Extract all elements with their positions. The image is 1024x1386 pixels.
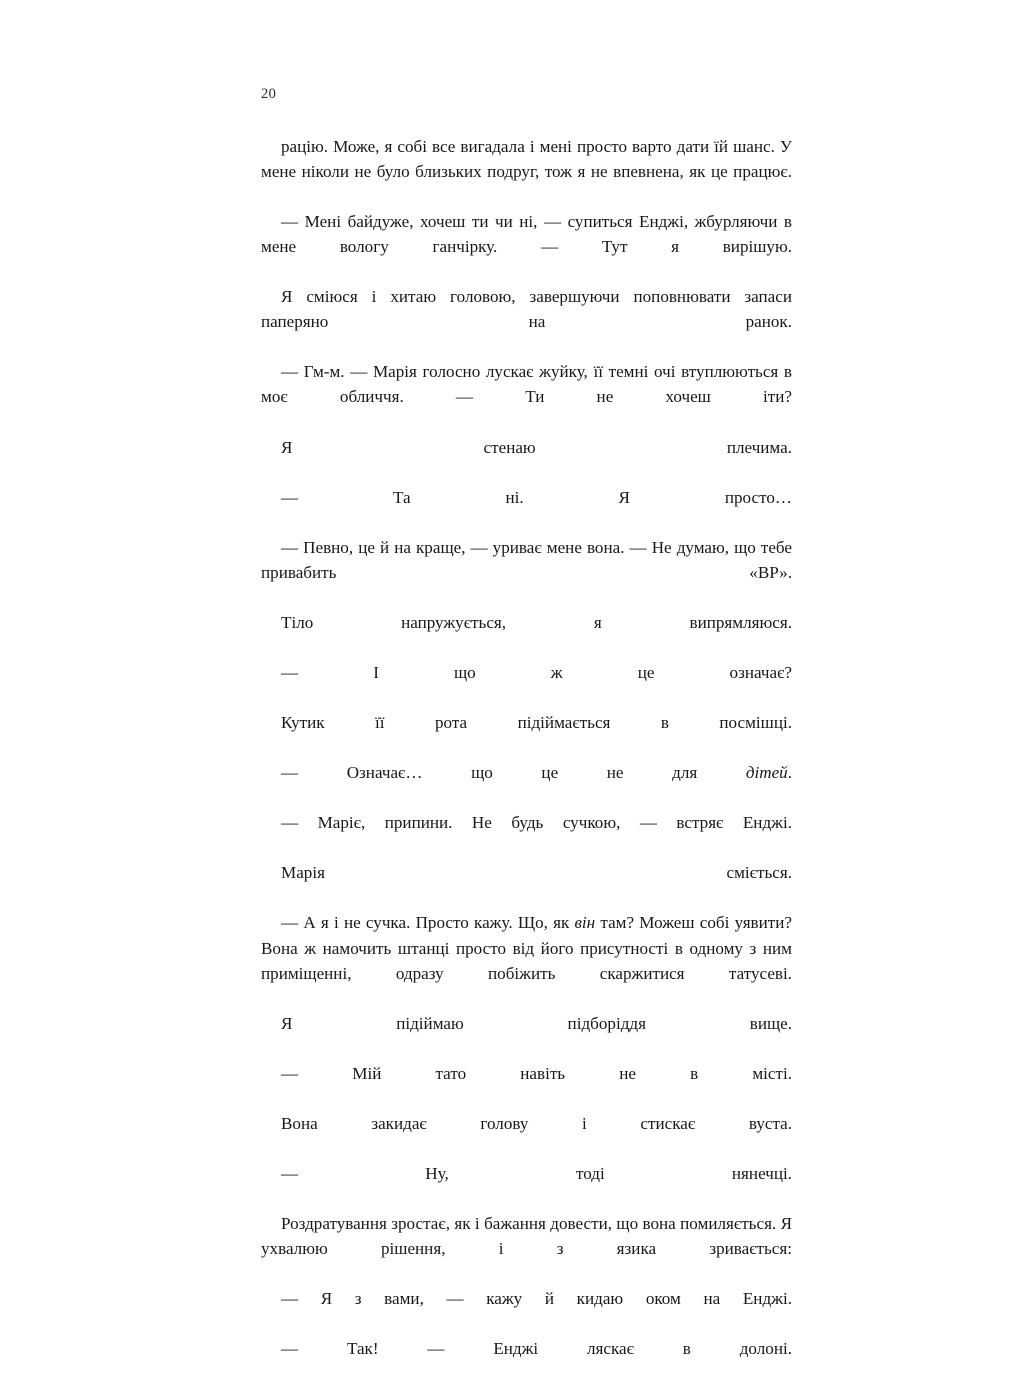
paragraph: Я сміюся і хитаю головою, завершуючи поповнювати запаси паперяно на ранок.	[261, 287, 792, 332]
paragraph: Кутик її рота підіймається в посмішці.	[281, 713, 792, 733]
paragraph: — Певно, це й на краще, — уриває мене вона. — Не думаю, що тебе привабить «ВР».	[261, 537, 792, 582]
paragraph: Тіло напружується, я випрямляюся.	[281, 612, 792, 632]
page-number: 20	[261, 86, 277, 102]
paragraph: — Так! — Енджі ляскає в долоні.	[281, 1339, 792, 1359]
paragraph: Я стенаю плечима.	[281, 437, 792, 457]
paragraph: — Мій тато навіть не в місті.	[281, 1063, 792, 1083]
paragraph-text-tail: .	[787, 763, 792, 783]
emphasis-word: дітей	[745, 763, 788, 783]
text-column	[261, 84, 792, 1386]
paragraph	[261, 910, 792, 1010]
paragraph	[261, 760, 792, 810]
paragraph: — Я з вами, — кажу й кидаю оком на Енджі.	[281, 1289, 792, 1309]
paragraph: — Маріє, припини. Не будь сучкою, — встряє Енджі.	[281, 813, 792, 833]
paragraph-text-lead: — А я і не сучка. Просто кажу. Що, як	[281, 913, 575, 933]
emphasis-word: він	[574, 913, 596, 933]
paragraph: Вона закидає голову і стискає вуста.	[281, 1113, 792, 1133]
body-text	[261, 134, 792, 1386]
paragraph: рацію. Може, я собі все вигадала і мені просто варто дати їй шанс. У мене ніколи не було близьких подруг, тож я не впевнена, як це працює.	[261, 137, 792, 182]
paragraph: — Гм-м. — Марія голосно лускає жуйку, її темні очі втуплюються в моє обличчя. — Ти не хочеш іти?	[261, 362, 792, 407]
paragraph: — Та ні. Я просто…	[281, 487, 792, 507]
paragraph: Марія сміється.	[281, 863, 792, 883]
paragraph-text-tail: там? Можеш собі уявити? Вона ж намочить штанці просто від його присутності в одному з ним приміщенні, одразу побіжить скаржитися татусеві.	[261, 913, 792, 983]
paragraph: — Мені байдуже, хочеш ти чи ні, — супиться Енджі, жбурляючи в мене вологу ганчірку. — Тут я вирішую.	[261, 212, 792, 257]
paragraph: Роздратування зростає, як і бажання довести, що вона помиляється. Я ухвалюю рішення, і з язика зривається:	[261, 1214, 792, 1259]
paragraph: — І що ж це означає?	[281, 662, 792, 682]
paragraph-text-lead: — Означає… що це не для	[281, 763, 746, 783]
paragraph: — Ну, тоді нянечці.	[281, 1163, 792, 1183]
paragraph: Я підіймаю підборіддя вище.	[281, 1013, 792, 1033]
